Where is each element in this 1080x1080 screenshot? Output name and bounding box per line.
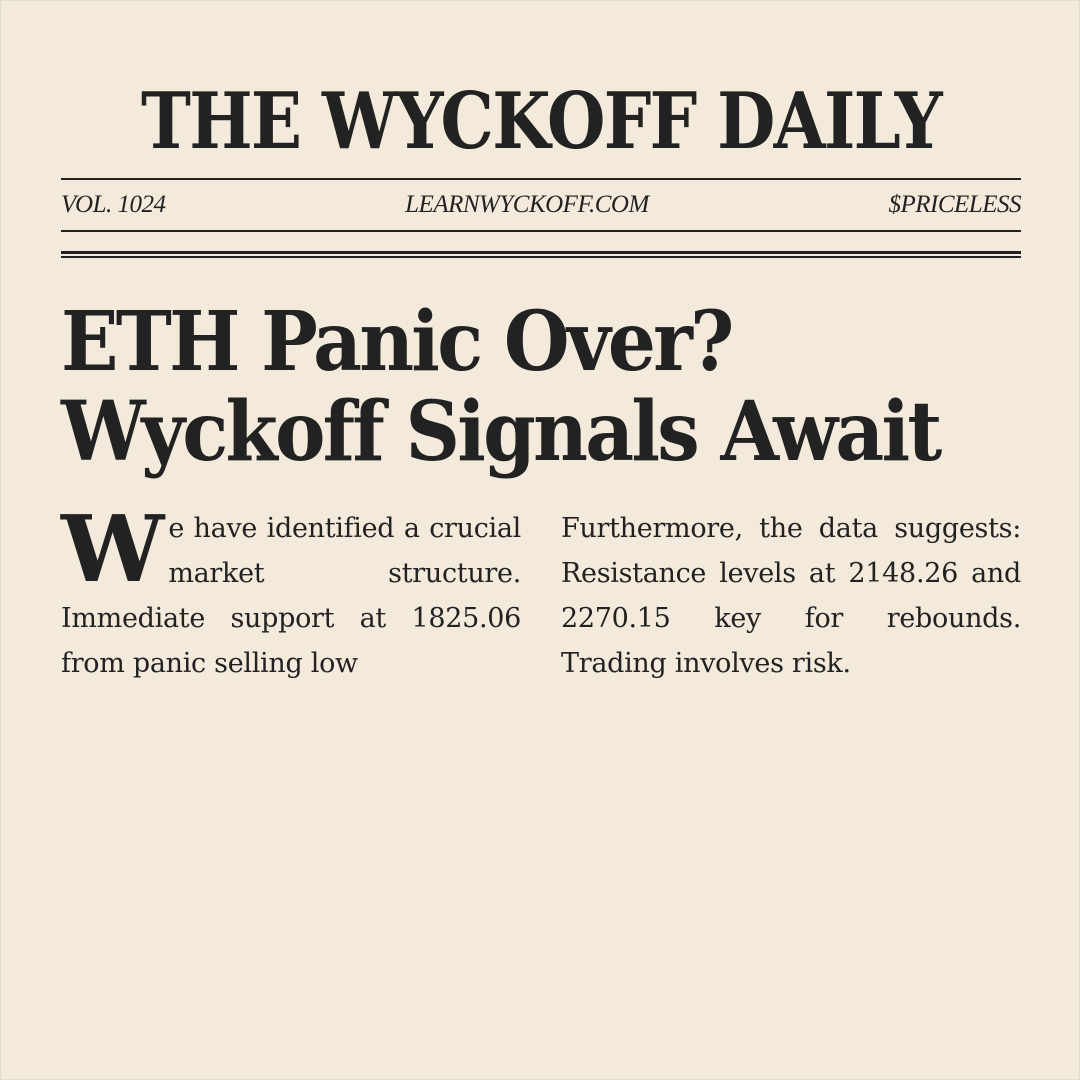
article-body xyxy=(61,495,1021,686)
price-label: $PRICELESS xyxy=(888,191,1021,218)
middle-rule-divider xyxy=(61,230,1021,232)
drop-cap: W xyxy=(61,495,161,603)
article-column-2 xyxy=(561,506,1021,686)
article-headline xyxy=(61,294,963,480)
volume-label: VOL. 1024 xyxy=(61,191,166,218)
double-rule-divider-upper xyxy=(61,251,1021,254)
double-rule-divider-lower xyxy=(61,256,1021,258)
column-1-text: e have identified a crucial market structure. Immediate support at 1825.06 from panic selling low xyxy=(61,513,521,679)
top-rule-divider xyxy=(61,178,1021,180)
article-column-1 xyxy=(61,495,521,686)
website-link[interactable]: LEARNWYCKOFF.COM xyxy=(405,191,649,218)
masthead-title: THE WYCKOFF DAILY xyxy=(141,76,941,167)
headline-line-1: ETH Panic Over? xyxy=(61,294,732,390)
headline-line-2: Wyckoff Signals Await xyxy=(61,384,940,480)
info-bar xyxy=(61,181,1021,229)
column-2-text: Furthermore, the data suggests: Resistance levels at 2148.26 and 2270.15 key for rebounds. Trading involves risk. xyxy=(561,513,1021,679)
